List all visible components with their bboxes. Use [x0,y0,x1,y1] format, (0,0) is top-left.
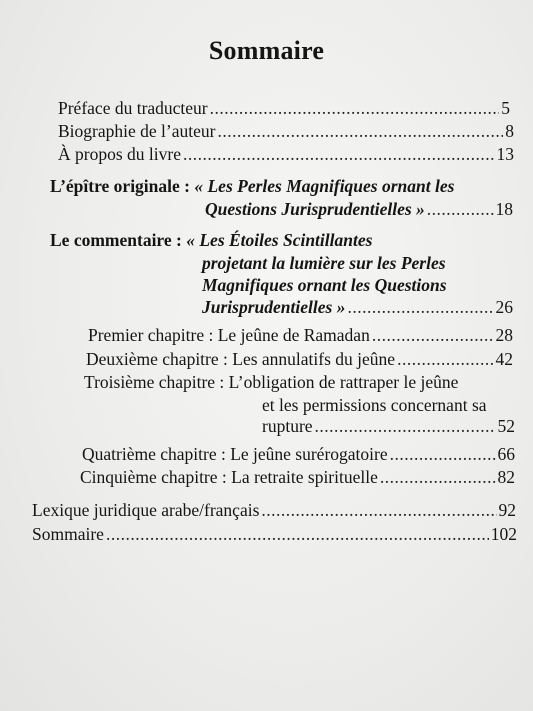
toc-entry-chapitre-3-line1: Troisième chapitre : L’obligation de rattraper le jeûne [84,372,459,392]
toc-page-number: 8 [505,121,514,141]
toc-entry-chapitre-5 [80,466,515,488]
dot-leader [183,143,495,165]
toc-entry-label: Sommaire [32,524,104,544]
toc-page-number: 92 [498,500,516,520]
dot-leader [390,443,496,465]
page-title: Sommaire [208,36,325,65]
toc-page-number: 102 [490,524,517,544]
dot-leader [380,466,496,488]
toc-entry-label: Quatrième chapitre : Le jeûne surérogatoire [82,444,388,464]
toc-page-number: 18 [495,199,513,219]
toc-section-label: Le commentaire : [50,230,182,250]
toc-page-number: 26 [495,297,513,317]
dot-leader [397,348,493,370]
toc-entry-sommaire [32,523,517,545]
toc-entry-title: Jurisprudentielles » [202,297,346,317]
toc-page-number: 82 [497,467,515,487]
toc-entry-label: Cinquième chapitre : La retraite spirituelle [80,467,378,487]
dot-leader [217,120,503,142]
toc-entry-chapitre-4 [82,443,515,465]
toc-page-number: 66 [497,444,515,464]
toc-entry-title: « Les Étoiles Scintillantes [186,230,373,250]
toc-entry-commentaire-line1 [50,229,372,251]
toc-entry-title: « Les Perles Magnifiques ornant les [194,176,455,196]
toc-entry-title: Questions Jurisprudentielles » [205,199,425,219]
toc-section-label: L’épître originale : [50,176,190,196]
toc-entry-chapitre-3-line3 [262,415,515,437]
dot-leader [372,324,494,346]
toc-entry-label: Premier chapitre : Le jeûne de Ramadan [88,325,370,345]
toc-entry-label: Lexique juridique arabe/français [32,500,260,520]
toc-entry-label: rupture [262,416,313,436]
dot-leader [261,499,496,521]
toc-page-number: 42 [495,349,513,369]
toc-entry-epitre-line2 [205,198,513,220]
toc-page-number: 28 [495,325,513,345]
toc-entry-preface [58,97,510,119]
toc-entry-label: Préface du traducteur [58,98,208,118]
toc-entry-title: Magnifiques ornant les Questions [202,275,447,295]
dot-leader [315,415,496,437]
dot-leader [347,296,493,318]
toc-page-number: 5 [501,98,510,118]
toc-entry-biographie [58,120,514,142]
toc-page-number: 52 [497,416,515,436]
toc-page-number: 13 [496,144,514,164]
toc-entry-title: projetant la lumière sur les Perles [202,253,446,273]
toc-entry-label: Biographie de l’auteur [58,121,216,141]
toc-entry-chapitre-3-line2: et les permissions concernant sa [262,395,487,415]
toc-entry-chapitre-1 [88,324,513,346]
dot-leader [106,523,489,545]
toc-entry-epitre-line1 [50,175,454,197]
dot-leader [427,198,494,220]
toc-entry-lexique [32,499,516,521]
dot-leader [210,97,500,119]
toc-entry-label: Deuxième chapitre : Les annulatifs du jeûne [86,349,396,369]
toc-entry-label: À propos du livre [58,144,181,164]
toc-entry-chapitre-2 [86,348,513,370]
toc-entry-apropos [58,143,514,165]
toc-entry-commentaire-line4 [202,296,513,318]
